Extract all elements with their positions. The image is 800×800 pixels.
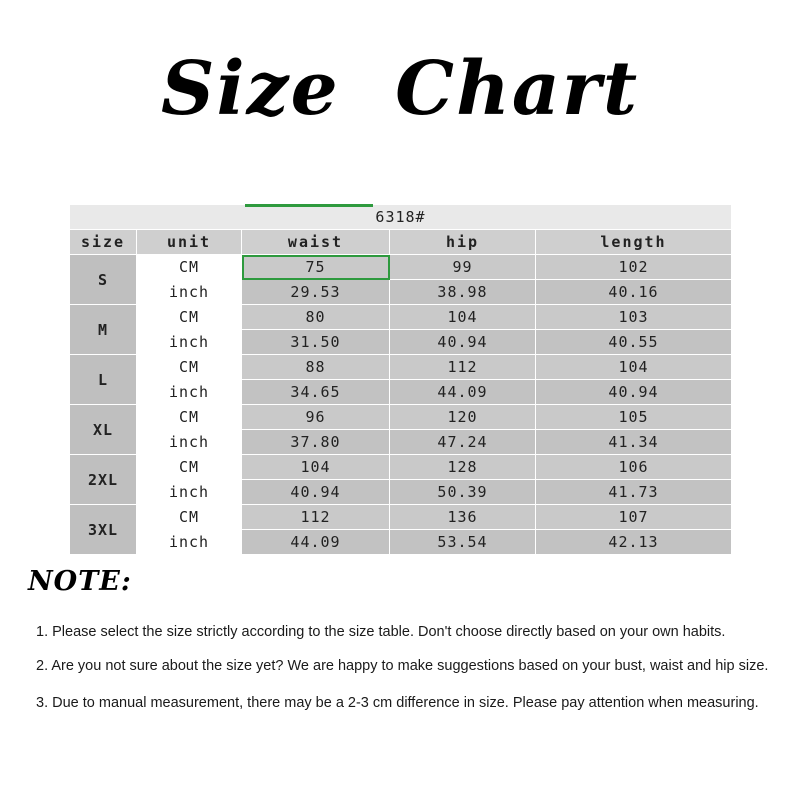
row-length: 42.13 <box>536 530 732 555</box>
row-waist: 104 <box>242 455 390 480</box>
row-hip: 44.09 <box>390 380 536 405</box>
table-row <box>70 305 732 330</box>
row-unit: CM <box>137 355 242 380</box>
note-item-3: 3. Due to manual measurement, there may be a 2-3 cm difference in size. Please pay attention when measuring. <box>36 695 759 711</box>
row-length: 40.94 <box>536 380 732 405</box>
row-unit: CM <box>137 455 242 480</box>
row-hip: 120 <box>390 405 536 430</box>
table-row <box>70 530 732 555</box>
row-waist: 88 <box>242 355 390 380</box>
table-row <box>70 380 732 405</box>
row-hip: 128 <box>390 455 536 480</box>
table-row <box>70 430 732 455</box>
row-length: 41.73 <box>536 480 732 505</box>
row-waist: 31.50 <box>242 330 390 355</box>
row-waist: 96 <box>242 405 390 430</box>
size-table <box>69 204 732 555</box>
table-row <box>70 280 732 305</box>
note-item-1: 1. Please select the size strictly according to the size table. Don't choose directly based on your own habits. <box>36 624 726 640</box>
row-length: 107 <box>536 505 732 530</box>
row-length: 103 <box>536 305 732 330</box>
table-row <box>70 355 732 380</box>
size-table-container <box>69 204 731 555</box>
table-model-row <box>70 205 732 230</box>
row-hip: 104 <box>390 305 536 330</box>
row-waist: 34.65 <box>242 380 390 405</box>
row-unit: inch <box>137 480 242 505</box>
row-waist[interactable]: 75 <box>242 255 390 280</box>
row-size-label: L <box>70 355 137 405</box>
row-unit: inch <box>137 530 242 555</box>
header-hip: hip <box>390 230 536 255</box>
row-waist: 29.53 <box>242 280 390 305</box>
note-heading: NOTE: <box>28 566 132 597</box>
row-unit: CM <box>137 405 242 430</box>
table-row <box>70 455 732 480</box>
table-row <box>70 480 732 505</box>
header-waist: waist <box>242 230 390 255</box>
row-length: 102 <box>536 255 732 280</box>
row-unit: inch <box>137 280 242 305</box>
table-row <box>70 405 732 430</box>
row-hip: 47.24 <box>390 430 536 455</box>
page-title: Size Chart <box>161 46 639 132</box>
table-row <box>70 330 732 355</box>
header-size: size <box>70 230 137 255</box>
row-hip: 136 <box>390 505 536 530</box>
row-size-label: 2XL <box>70 455 137 505</box>
row-waist: 37.80 <box>242 430 390 455</box>
row-length: 104 <box>536 355 732 380</box>
row-hip: 53.54 <box>390 530 536 555</box>
row-hip: 99 <box>390 255 536 280</box>
note-item-2: 2. Are you not sure about the size yet? We are happy to make suggestions based on your bust, waist and hip size. <box>36 658 769 674</box>
row-waist: 40.94 <box>242 480 390 505</box>
table-row <box>70 255 732 280</box>
row-unit: CM <box>137 305 242 330</box>
row-size-label: XL <box>70 405 137 455</box>
row-hip: 38.98 <box>390 280 536 305</box>
table-row <box>70 505 732 530</box>
row-unit: CM <box>137 505 242 530</box>
row-length: 105 <box>536 405 732 430</box>
table-header-row <box>70 230 732 255</box>
row-size-label: M <box>70 305 137 355</box>
row-waist: 80 <box>242 305 390 330</box>
row-length: 40.55 <box>536 330 732 355</box>
row-unit: inch <box>137 330 242 355</box>
model-number: 6318# <box>70 205 732 230</box>
header-unit: unit <box>137 230 242 255</box>
row-length: 41.34 <box>536 430 732 455</box>
row-length: 40.16 <box>536 280 732 305</box>
row-length: 106 <box>536 455 732 480</box>
row-size-label: 3XL <box>70 505 137 555</box>
row-waist: 44.09 <box>242 530 390 555</box>
row-hip: 112 <box>390 355 536 380</box>
row-hip: 40.94 <box>390 330 536 355</box>
row-waist: 112 <box>242 505 390 530</box>
green-accent-bar <box>245 204 373 207</box>
row-unit: inch <box>137 430 242 455</box>
row-unit: inch <box>137 380 242 405</box>
row-hip: 50.39 <box>390 480 536 505</box>
row-size-label: S <box>70 255 137 305</box>
row-unit: CM <box>137 255 242 280</box>
header-length: length <box>536 230 732 255</box>
